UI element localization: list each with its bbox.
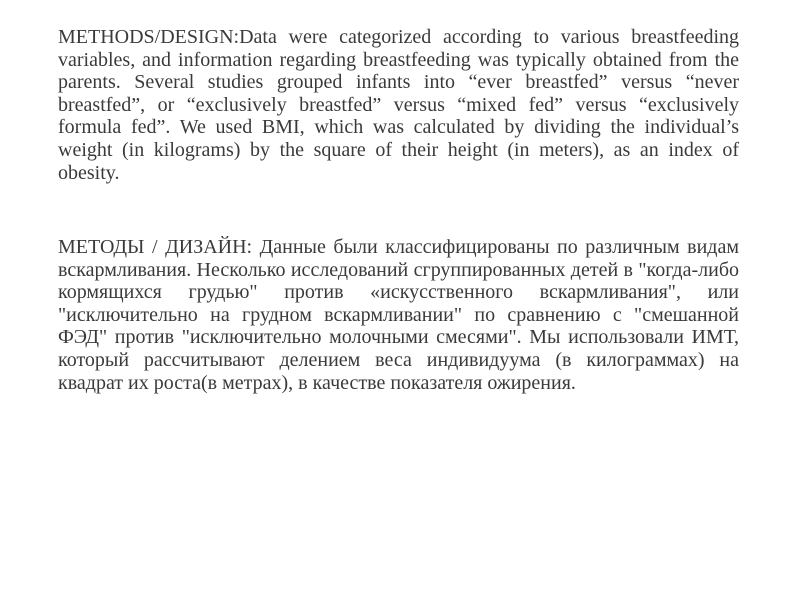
methods-design-paragraph-russian: МЕТОДЫ / ДИЗАЙН: Данные были классифицированы по различным видам вскармливания. Несколько исследований сгруппированных детей в "когда-либо кормящихся грудью" против «искусственного вскармливания", или "исключительно на грудном вскармливании" по сравнению с "смешанной ФЭД" против "исключительно молочными смесями". Мы использовали ИМТ, который рассчитывают делением веса индивидуума (в килограммах) на квадрат их роста(в метрах), в качестве показателя ожирения. [58, 236, 739, 394]
methods-design-paragraph-english: METHODS/DESIGN:Data were categorized according to various breastfeeding variables, and information regarding breastfeeding was typically obtained from the parents. Several studies grouped infants into “ever breastfed” versus “never breastfed”, or “exclusively breastfed” versus “mixed fed” versus “exclusively formula fed”. We used BMI, which was calculated by dividing the individual’s weight (in kilograms) by the square of their height (in meters), as an index of obesity. [58, 26, 739, 184]
